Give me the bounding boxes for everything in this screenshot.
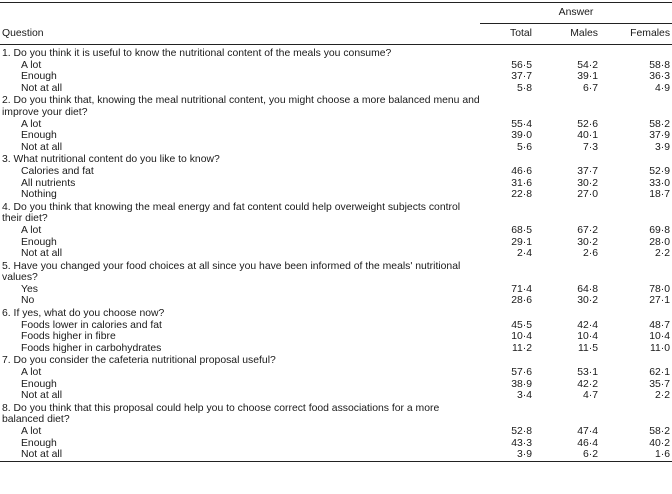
answer-row	[0, 119, 672, 131]
answer-row	[0, 166, 672, 178]
females-value: 58·8	[649, 59, 671, 71]
answer-row	[0, 130, 672, 142]
answer-row	[0, 449, 672, 461]
total-value: 11·2	[511, 342, 532, 354]
total-value: 39·0	[511, 130, 532, 142]
males-value: 6·7	[582, 82, 598, 94]
answer-row	[0, 189, 672, 201]
answer-row	[0, 426, 672, 438]
total-value: 10·4	[511, 331, 532, 343]
question-text: 4. Do you think that knowing the meal energy and fat content could help overweight subjects control their diet?	[2, 201, 461, 225]
question-text: 1. Do you think it is useful to know the nutritional content of the meals you consume?	[2, 48, 392, 59]
females-value: 36·3	[649, 71, 671, 83]
question-row	[0, 260, 672, 284]
total-value: 71·4	[511, 283, 532, 295]
males-value: 64·8	[577, 283, 598, 295]
question-text: 7. Do you consider the cafeteria nutritional proposal useful?	[2, 355, 276, 367]
females-value: 62·1	[649, 367, 671, 379]
answer-group-header	[480, 3, 672, 24]
question-row	[0, 45, 672, 60]
total-value: 38·9	[511, 378, 532, 390]
answer-label: All nutrients	[21, 177, 76, 189]
total-value: 5·8	[516, 82, 532, 94]
answer-label: A lot	[21, 59, 42, 71]
females-value: 40·2	[649, 437, 671, 449]
answer-label: Enough	[21, 437, 57, 449]
answer-row	[0, 60, 672, 72]
males-value: 7·3	[582, 141, 598, 153]
question-text: 2. Do you think that, knowing the meal nutritional content, you might choose a more balanced menu and improve your diet?	[2, 95, 480, 118]
males-value: 30·2	[577, 236, 598, 248]
answer-row	[0, 367, 672, 379]
answer-label: Calories and fat	[21, 165, 94, 177]
answer-label: Not at all	[0, 449, 480, 461]
males-value: 39·1	[577, 71, 598, 83]
females-value: 4·9	[654, 82, 671, 94]
females-value: 58·2	[649, 426, 671, 437]
answer-row	[0, 284, 672, 296]
total-value: 5·6	[516, 141, 532, 153]
males-value: 37·7	[577, 165, 598, 177]
males-value: 67·2	[577, 224, 598, 236]
males-value: 54·2	[577, 59, 598, 71]
males-value: 30·2	[577, 295, 598, 307]
answer-label: A lot	[21, 367, 42, 379]
total-value: 68·5	[511, 224, 532, 236]
males-value: 42·2	[577, 378, 598, 390]
answer-label: A lot	[21, 224, 42, 236]
answer-label: Not at all	[21, 390, 63, 402]
females-column-header: Females	[606, 24, 672, 45]
table-body	[0, 45, 672, 462]
answer-row	[0, 237, 672, 249]
total-value: 57·6	[511, 367, 532, 379]
question-row	[0, 201, 672, 225]
answer-row	[0, 71, 672, 83]
answer-label: Enough	[21, 236, 57, 248]
answer-label: No	[21, 295, 35, 307]
females-value: 10·4	[649, 331, 671, 343]
answer-label: A lot	[21, 118, 42, 130]
total-value: 31·6	[511, 177, 532, 189]
answer-row	[0, 142, 672, 154]
females-value: 35·7	[649, 378, 671, 390]
males-value: 47·4	[577, 426, 598, 437]
total-value: 56·5	[511, 59, 532, 71]
answer-label: Enough	[21, 71, 57, 83]
females-value: 37·9	[649, 130, 671, 142]
question-text: 3. What nutritional content do you like to know?	[2, 154, 220, 166]
answer-row	[0, 178, 672, 190]
answer-row	[0, 248, 672, 260]
question-row	[0, 354, 672, 367]
question-row	[0, 94, 672, 118]
answer-label: Foods higher in carbohydrates	[21, 342, 162, 354]
females-value: 78·0	[649, 283, 671, 295]
total-value: 46·6	[511, 165, 532, 177]
answer-label: Not at all	[21, 141, 63, 153]
males-value: 52·6	[577, 118, 598, 130]
answer-row	[0, 225, 672, 237]
answer-row	[0, 379, 672, 391]
females-value: 2·2	[654, 248, 671, 260]
survey-table	[0, 2, 672, 462]
answer-row	[0, 438, 672, 450]
answer-row	[0, 343, 672, 355]
females-value: 1·6	[606, 449, 672, 461]
females-value: 28·0	[649, 236, 671, 248]
question-row	[0, 153, 672, 166]
answer-row	[0, 320, 672, 332]
males-value: 6·2	[540, 449, 606, 461]
answer-label: Answer	[558, 7, 594, 19]
total-value: 55·4	[511, 118, 532, 130]
females-value: 27·1	[649, 295, 671, 307]
answer-row	[0, 390, 672, 402]
total-value: 22·8	[511, 189, 532, 201]
females-value: 11·0	[649, 342, 671, 354]
total-value: 3·9	[480, 449, 540, 461]
total-column-header: Total	[480, 24, 540, 45]
males-value: 53·1	[577, 367, 598, 379]
question-row	[0, 307, 672, 320]
females-value: 33·0	[649, 177, 671, 189]
total-value: 52·8	[511, 426, 532, 437]
males-value: 30·2	[577, 177, 598, 189]
total-value: 29·1	[511, 236, 532, 248]
males-value: 40·1	[577, 130, 598, 142]
total-value: 37·7	[511, 71, 532, 83]
answer-label: Enough	[21, 378, 57, 390]
question-text: 6. If yes, what do you choose now?	[2, 308, 165, 320]
males-column-header: Males	[540, 24, 606, 45]
males-value: 42·4	[577, 319, 598, 331]
answer-label: Not at all	[21, 82, 63, 94]
males-value: 2·6	[582, 248, 598, 260]
answer-label: Enough	[21, 130, 57, 142]
answer-label: Not at all	[21, 248, 63, 260]
question-column-header: Question	[0, 24, 480, 45]
question-text: 8. Do you think that this proposal could help you to choose correct food associations for a more balanced diet?	[2, 402, 440, 426]
females-value: 2·2	[654, 390, 671, 402]
total-value: 43·3	[511, 437, 532, 449]
males-value: 4·7	[582, 390, 598, 402]
answer-label: Nothing	[21, 189, 57, 201]
total-value: 3·4	[516, 390, 532, 402]
females-value: 52·9	[649, 165, 671, 177]
answer-label: Foods higher in fibre	[21, 331, 116, 343]
total-value: 45·5	[511, 319, 532, 331]
females-value: 58·2	[649, 118, 671, 130]
total-value: 28·6	[511, 295, 532, 307]
answer-label: Yes	[21, 283, 38, 295]
males-value: 10·4	[577, 331, 598, 343]
males-value: 46·4	[577, 437, 598, 449]
females-value: 48·7	[649, 319, 671, 331]
answer-label: A lot	[21, 426, 42, 437]
question-text: 5. Have you changed your food choices at all since you have been informed of the meals' nutritional values?	[2, 260, 461, 284]
males-value: 11·5	[577, 342, 598, 354]
answer-label: Foods lower in calories and fat	[21, 319, 162, 331]
table-header	[0, 3, 672, 45]
females-value: 18·7	[649, 189, 671, 201]
answer-row	[0, 331, 672, 343]
answer-row	[0, 295, 672, 307]
total-value: 2·4	[516, 248, 532, 260]
females-value: 3·9	[654, 141, 671, 153]
females-value: 69·8	[649, 224, 671, 236]
question-row	[0, 402, 672, 426]
males-value: 27·0	[577, 189, 598, 201]
answer-row	[0, 83, 672, 95]
